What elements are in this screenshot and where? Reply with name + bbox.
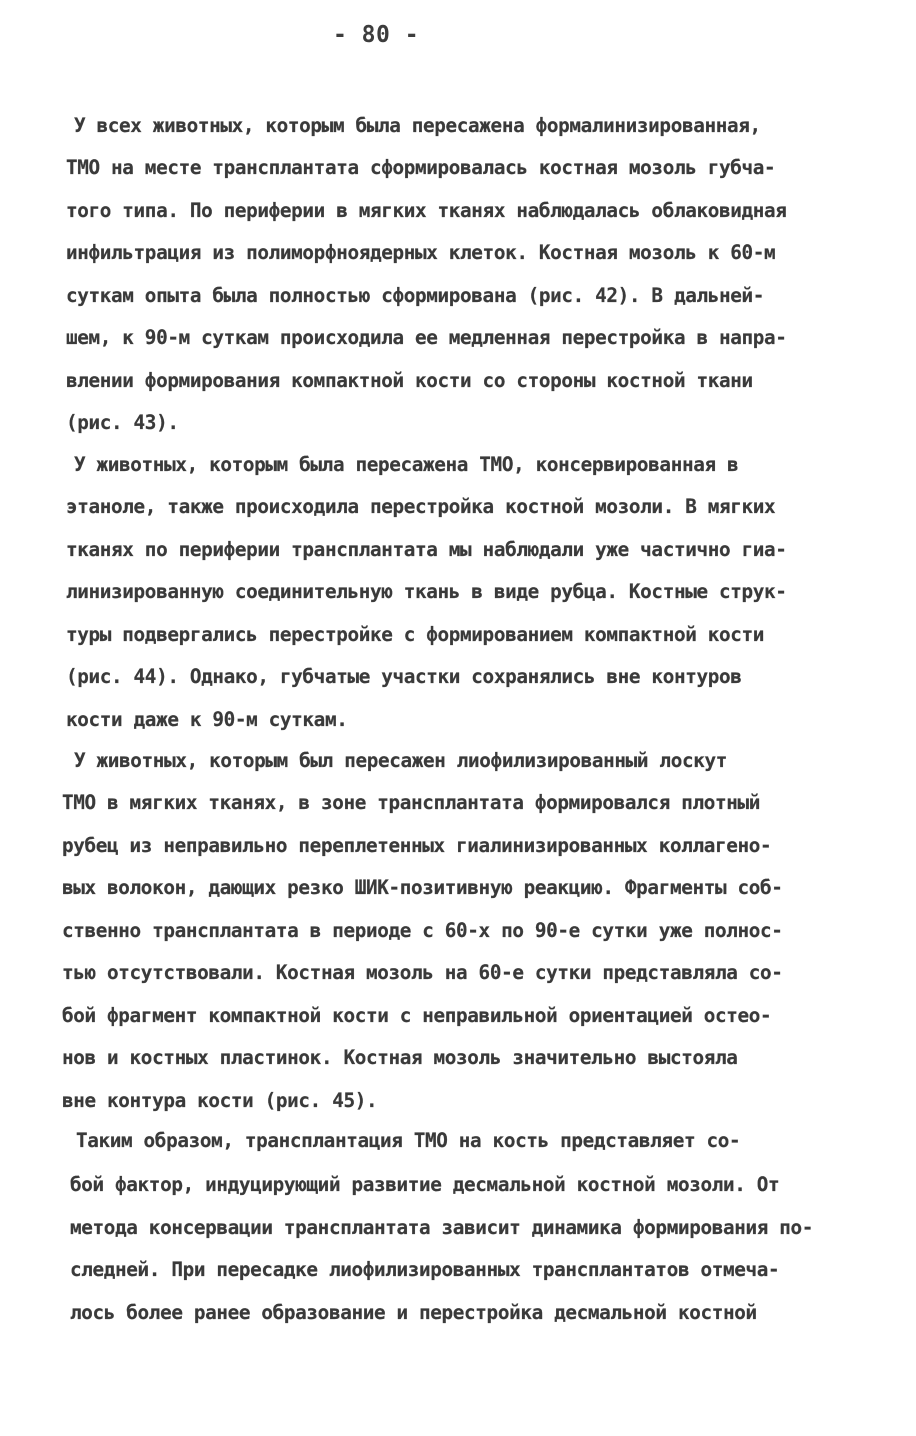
text-line: бой фактор, индуцирующий развитие десмальной костной мозоли. От xyxy=(70,1173,780,1196)
text-line: метода консервации трансплантата зависит динамика формирования по- xyxy=(70,1215,814,1239)
text-line: (рис. 43). xyxy=(66,411,179,434)
text-line: У животных, которым была пересажена ТМО, консервированная в xyxy=(74,453,739,476)
text-line: рубец из неправильно переплетенных гиалинизированных коллагено- xyxy=(62,833,772,857)
text-line: ТМО в мягких тканях, в зоне трансплантата формировался плотный xyxy=(62,791,761,814)
text-line: следней. При пересадке лиофилизированных трансплантатов отмеча- xyxy=(70,1258,780,1281)
text-line: влении формирования компактной кости со стороны костной ткани xyxy=(66,368,753,392)
text-line: кости даже к 90-м суткам. xyxy=(66,707,348,731)
text-line: этаноле, также происходила перестройка костной мозоли. В мягких xyxy=(66,495,776,518)
text-line: вне контура кости (рис. 45). xyxy=(62,1088,378,1112)
text-line: шем, к 90-м суткам происходила ее медленная перестройка в напра- xyxy=(66,326,787,349)
text-line: ТМО на месте трансплантата сформировалась костная мозоль губча- xyxy=(66,156,776,179)
text-line: тью отсутствовали. Костная мозоль на 60-е сутки представляла со- xyxy=(62,961,783,984)
text-line: ственно трансплантата в периоде с 60-х по 90-е сутки уже полнос- xyxy=(62,918,783,942)
text-line: нов и костных пластинок. Костная мозоль значительно выстояла xyxy=(62,1046,738,1069)
text-line: того типа. По периферии в мягких тканях наблюдалась облаковидная xyxy=(66,198,787,222)
text-line: лось более ранее образование и перестройка десмальной костной xyxy=(70,1300,757,1324)
text-line: (рис. 44). Однако, губчатые участки сохранялись вне контуров xyxy=(66,665,742,688)
text-line: У всех животных, которым была пересажена формалинизированная, xyxy=(74,114,761,137)
text-line: бой фрагмент компактной кости с неправильной ориентацией остео- xyxy=(62,1003,772,1027)
page-number: - 80 - xyxy=(332,22,420,48)
text-line: Таким образом, трансплантация ТМО на кость представляет со- xyxy=(76,1129,741,1152)
text-line: суткам опыта была полностью сформирована (рис. 42). В дальней- xyxy=(66,283,765,307)
text-line: туры подвергались перестройке с формированием компактной кости xyxy=(66,622,765,646)
text-line: вых волокон, дающих резко ШИК-позитивную реакцию. Фрагменты соб- xyxy=(62,876,783,899)
text-line: линизированную соединительную ткань в виде рубца. Костные струк- xyxy=(66,580,787,603)
text-line: тканях по периферии трансплантата мы наблюдали уже частично гиа- xyxy=(66,537,787,561)
text-line: инфильтрация из полиморфноядерных клеток. Костная мозоль к 60-м xyxy=(66,241,776,264)
text-line: У животных, которым был пересажен лиофилизированный лоскут xyxy=(74,749,727,772)
